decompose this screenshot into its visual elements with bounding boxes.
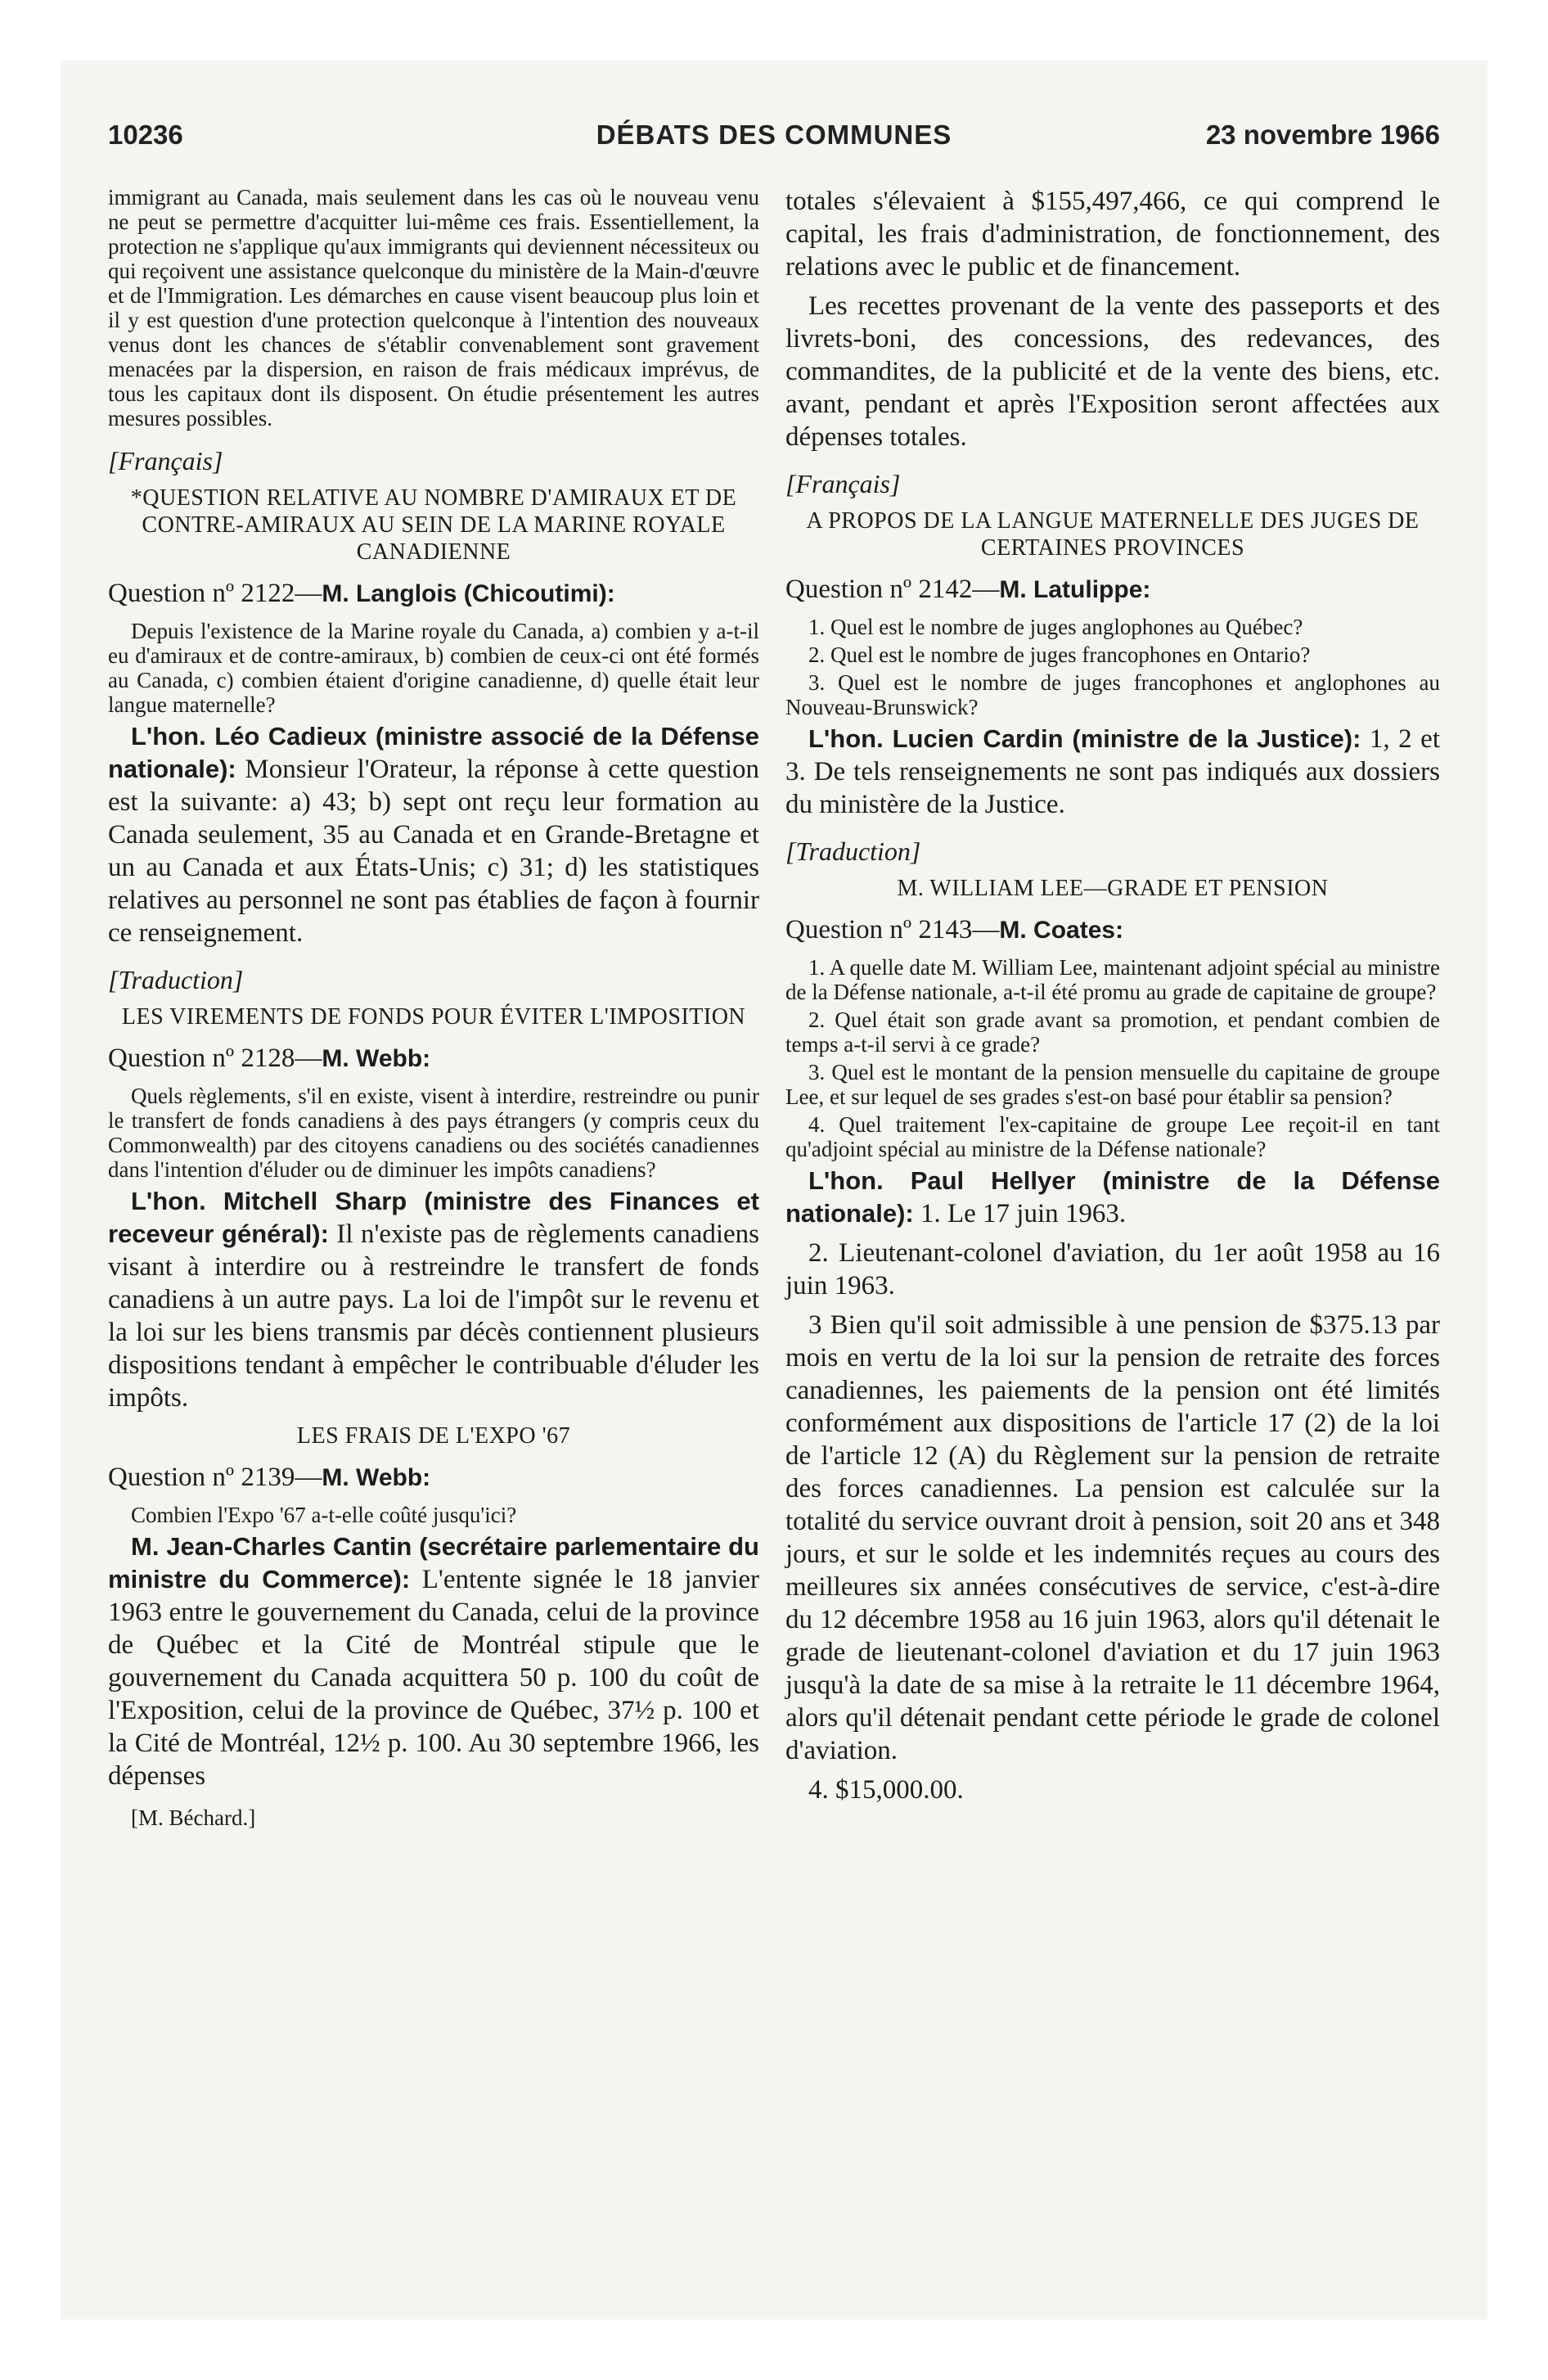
answer-text: 1. Le 17 juin 1963.	[913, 1199, 1127, 1228]
language-marker: [Traduction]	[785, 836, 921, 866]
question-line	[785, 573, 1440, 606]
question-item: 1. A quelle date M. William Lee, maintenant adjoint spécial au ministre de la Défense nationale, a-t-il été promu au grade de capitaine de groupe?	[785, 955, 1440, 1004]
page-number: 10236	[108, 119, 183, 150]
question-asker: M. Coates:	[999, 917, 1124, 944]
section-heading: LES FRAIS DE L'EXPO '67	[296, 1423, 571, 1449]
section-heading: LES VIREMENTS DE FONDS POUR ÉVITER L'IMPOSITION	[121, 1004, 746, 1030]
body-paragraph: Les recettes provenant de la vente des passeports et des livrets-boni, des concessions, des redevances, des commandites, de la publicité et de la vente des biens, etc. avant, pendant et après l'Exposition seront affectées aux dépenses totales.	[785, 291, 1440, 452]
answer-paragraph: 4. $15,000.00.	[808, 1775, 964, 1805]
question-line	[108, 1042, 759, 1075]
continued-paragraph: immigrant au Canada, mais seulement dans les cas où le nouveau venu ne peut se permettre d'acquitter lui-même ces frais. Essentiellement, la protection ne s'applique qu'aux immigrants qui deviennent nécessiteux ou qui reçoivent une assistance quelconque du ministère de la Main-d'œuvre et de l'Immigration. Les démarches en cause visent beaucoup plus loin et il y est question d'une protection quelconque à l'intention des nouveaux venus dont les chances de s'établir convenablement sont gravement menacées par la dispersion, en raison de frais médicaux imprévus, de tous les capitaux dont ils disposent. On étudie présentement les autres mesures possibles.	[108, 185, 759, 430]
question-item: 4. Quel traitement l'ex-capitaine de groupe Lee reçoit-il en tant qu'adjoint spécial au ministre de la Défense nationale?	[785, 1112, 1440, 1161]
language-marker: [Français]	[108, 446, 223, 476]
question-text: Depuis l'existence de la Marine royale du Canada, a) combien y a-t-il eu d'amiraux et de contre-amiraux, b) combien de ceux-ci ont été formés au Canada, c) combien étaient d'origine canadienne, d) quelle était leur langue maternelle?	[108, 619, 759, 717]
question-number: Question nº 2139—	[108, 1463, 322, 1492]
question-asker: M. Langlois (Chicoutimi):	[322, 580, 615, 607]
question-line	[108, 577, 759, 611]
question-item: 2. Quel était son grade avant sa promotion, et pendant combien de temps a-t-il servi à ce grade?	[785, 1007, 1440, 1057]
answer-text: 1, 2 et 3. De tels renseignements ne sont pas indiqués aux dossiers du ministère de la Justice.	[785, 724, 1440, 819]
question-asker: M. Webb:	[322, 1045, 431, 1072]
answer-speaker: L'hon. Lucien Cardin (ministre de la Justice):	[808, 724, 1361, 753]
language-marker: [Traduction]	[108, 965, 244, 994]
question-item: 3. Quel est le nombre de juges francophones et anglophones au Nouveau-Brunswick?	[785, 670, 1440, 719]
answer-text: L'entente signée le 18 janvier 1963 entre le gouvernement du Canada, celui de la province de Québec et la Cité de Montréal stipule que le gouvernement du Canada acquittera 50 p. 100 du coût de l'Exposition, celui de la province de Québec, 37½ p. 100 et la Cité de Montréal, 12½ p. 100. Au 30 septembre 1966, les dépenses	[108, 1565, 760, 1791]
section-heading: *QUESTION RELATIVE AU NOMBRE D'AMIRAUX ET DE CONTRE-AMIRAUX AU SEIN DE LA MARINE ROYALE CANADIENNE	[130, 485, 737, 565]
journal-title: DÉBATS DES COMMUNES	[596, 119, 952, 150]
answer-paragraph	[785, 1165, 1440, 1230]
question-item: 1. Quel est le nombre de juges anglophones au Québec?	[808, 615, 1303, 639]
answer-paragraph: 2. Lieutenant-colonel d'aviation, du 1er août 1958 au 16 juin 1963.	[785, 1238, 1440, 1300]
question-number: Question nº 2122—	[108, 579, 322, 608]
question-item: 3. Quel est le montant de la pension mensuelle du capitaine de groupe Lee, et sur lequel de ses grades s'est-on basé pour établir sa pension?	[785, 1060, 1440, 1109]
question-asker: M. Webb:	[322, 1464, 431, 1491]
answer-speaker: L'hon. Léo Cadieux (ministre associé de la Défense nationale):	[108, 722, 759, 783]
answer-paragraph	[785, 723, 1440, 821]
running-header	[108, 119, 1440, 152]
question-number: Question nº 2143—	[785, 915, 1000, 944]
answer-speaker: L'hon. Mitchell Sharp (ministre des Finances et receveur général):	[108, 1187, 759, 1248]
answer-paragraph	[108, 1530, 759, 1792]
right-column	[785, 185, 1440, 1813]
question-item: 2. Quel est le nombre de juges francophones en Ontario?	[808, 642, 1311, 667]
answer-text: Il n'existe pas de règlements canadiens visant à interdire ou à restreindre le transfert de fonds canadiens à un autre pays. La loi de l'impôt sur le revenu et la loi sur les biens transmis par décès contiennent plusieurs dispositions tendant à empêcher le contribuable d'éluder les impôts.	[108, 1219, 759, 1413]
question-text: Combien l'Expo '67 a-t-elle coûté jusqu'ici?	[131, 1503, 517, 1527]
answer-paragraph	[108, 1185, 759, 1414]
issue-date: 23 novembre 1966	[1205, 119, 1440, 150]
question-line	[785, 913, 1440, 947]
answer-paragraph: 3 Bien qu'il soit admissible à une pension de $375.13 par mois en vertu de la loi sur la pension de retraite des forces canadiennes, les paiements de la pension ont été limités conformément aux dispositions de l'article 17 (2) de la loi de l'article 12 (A) du Règlement sur la pension de retraite des forces canadiennes. La pension est calculée sur la totalité du service ouvrant droit à pension, soit 20 ans et 348 jours, et sur le solde et les indemnités reçues au cours des meilleures six années consécutives de service, c'est-à-dire du 12 décembre 1958 au 16 juin 1963, alors qu'il détenait le grade de lieutenant-colonel d'aviation et du 17 juin 1963 jusqu'à la date de sa mise à la retraite le 11 décembre 1964, alors qu'il détenait pendant cette période le grade de colonel d'aviation.	[785, 1310, 1440, 1765]
section-heading: A PROPOS DE LA LANGUE MATERNELLE DES JUGES DE CERTAINES PROVINCES	[806, 508, 1420, 561]
document-page	[61, 61, 1487, 2319]
question-asker: M. Latulippe:	[999, 576, 1151, 603]
question-line	[108, 1461, 759, 1494]
language-marker: [Français]	[785, 469, 901, 498]
answer-speaker: L'hon. Paul Hellyer (ministre de la Défense nationale):	[785, 1166, 1440, 1228]
answer-speaker: M. Jean-Charles Cantin (secrétaire parlementaire du ministre du Commerce):	[108, 1532, 759, 1593]
answer-text: Monsieur l'Orateur, la réponse à cette question est la suivante: a) 43; b) sept ont reçu leur formation au Canada seulement, 35 au Canada et en Grande-Bretagne et un au Canada et aux États-Unis; c) 31; d) les statistiques relatives au personnel ne sont pas établies de façon à fournir ce renseignement.	[108, 755, 759, 948]
question-text: Quels règlements, s'il en existe, visent à interdire, restreindre ou punir le transfert de fonds canadiens à des pays étrangers (y compris ceux du Commonwealth) par des citoyens canadiens ou des sociétés canadiennes dans l'intention d'éluder ou de diminuer les impôts canadiens?	[108, 1084, 759, 1182]
answer-paragraph	[108, 720, 759, 949]
question-number: Question nº 2142—	[785, 575, 1000, 604]
section-heading: M. WILLIAM LEE—GRADE ET PENSION	[897, 876, 1329, 901]
continued-paragraph: totales s'élevaient à $155,497,466, ce qui comprend le capital, les frais d'administration, de fonctionnement, des relations avec le public et de financement.	[785, 187, 1440, 282]
question-number: Question nº 2128—	[108, 1044, 322, 1073]
speaker-reference: [M. Béchard.]	[131, 1805, 256, 1830]
left-column	[108, 185, 759, 1831]
